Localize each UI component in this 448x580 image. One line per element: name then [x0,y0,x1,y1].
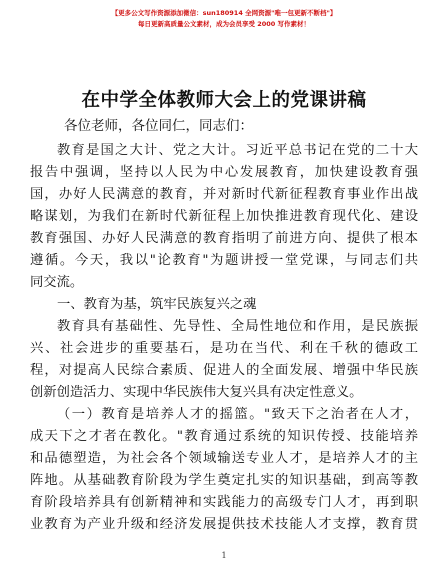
body-line: 成天下之才者在教化。"教育通过系统的知识传授、技能培养 [30,429,418,444]
salutation: 各位老师，各位同仁，同志们： [64,118,253,134]
section-heading: 一、教育为基，筑牢民族复兴之魂 [57,297,257,312]
body-line: 业教育为产业升级和经济发展提供技术技能人才支撑，教育贯 [30,517,418,532]
body-line: 报告中强调，坚持以人民为中心发展教育，加快建设教育强 [30,165,418,180]
promo-banner [0,8,448,30]
body-line: 教育具有基础性、先导性、全局性地位和作用，是民族振 [57,319,418,334]
document-body [30,140,418,536]
body-line: 阵地。从基础教育阶段为学生奠定扎实的知识基础，到高等教 [30,473,418,488]
subsection-line: （一）教育是培养人才的摇篮。"致天下之治者在人才， [57,407,418,422]
body-line: 遵循。今天，我以"论教育"为题讲授一堂党课，与同志们共 [30,253,418,268]
body-line: 和品德塑造，为社会各个领域输送专业人才，是培养人才的主 [30,451,418,466]
body-line: 同交流。 [30,275,84,290]
body-line: 教育是国之大计、党之大计。习近平总书记在党的二十大 [57,143,418,158]
promo-banner-line-2: 每日更新高质量公文素材，成为会员享受 2000 写作素材！ [137,20,311,28]
body-line: 兴、社会进步的重要基石，是功在当代、利在千秋的德政工 [30,341,418,356]
body-line: 略谋划，为我们在新时代新征程上加快推进教育现代化、建设 [30,209,418,224]
document-title: 在中学全体教师大会上的党课讲稿 [81,90,367,111]
promo-banner-line-1: 【更多公文写作资源添加微信：sun180914 全网资源"唯一包更新不断档"】 [111,9,337,17]
body-line: 创新创造活力、实现中华民族伟大复兴具有决定性意义。 [30,385,363,400]
body-line: 国，办好人民满意的教育，并对新时代新征程教育事业作出战 [30,187,418,202]
body-line: 教育强国、办好人民满意的教育指明了前进方向、提供了根本 [30,231,418,246]
body-line: 程，对提高人民综合素质、促进人的全面发展、增强中华民族 [30,363,418,378]
body-line: 育阶段培养具有创新精神和实践能力的高级专门人才，再到职 [30,495,418,510]
page-number: 1 [221,551,227,560]
